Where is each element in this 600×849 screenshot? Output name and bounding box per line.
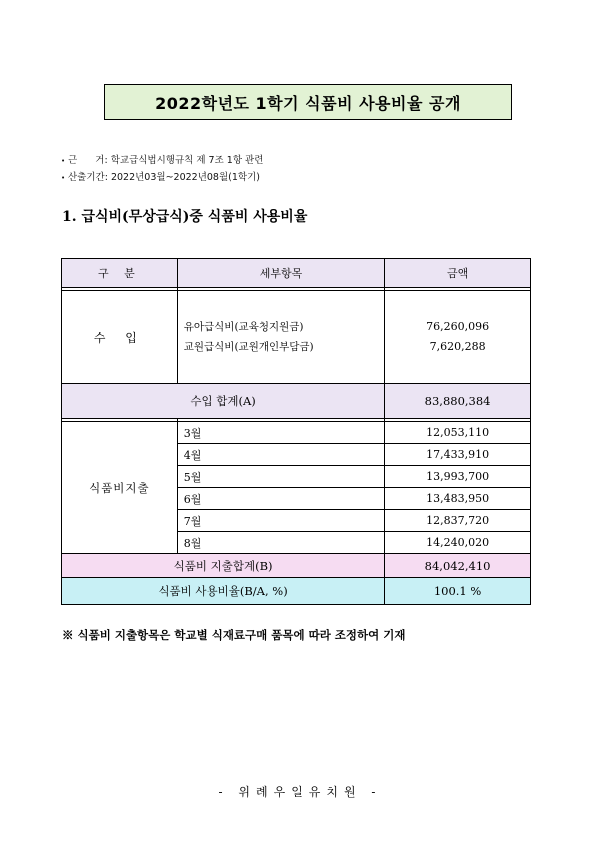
month-amount: 12,053,110 <box>385 422 531 444</box>
food-cost-table <box>61 258 531 605</box>
section-title: 1. 급식비(무상급식)중 식품비 사용비율 <box>62 209 308 225</box>
income-label: 수 입 <box>62 291 178 384</box>
month-amount: 14,240,020 <box>385 532 531 554</box>
period-label: 산출기간: <box>68 172 108 183</box>
expense-total-amount: 84,042,410 <box>385 554 531 578</box>
basis-line <box>61 152 263 166</box>
basis-value: 학교급식법시행규칙 제 7조 1항 관련 <box>110 155 264 166</box>
income-amounts <box>385 291 531 384</box>
expense-total-label: 식품비 지출합계(B) <box>62 554 385 578</box>
month-label: 6월 <box>177 488 384 510</box>
income-total-amount: 83,880,384 <box>385 384 531 419</box>
month-amount: 12,837,720 <box>385 510 531 532</box>
income-item-name: 유아급식비(교육청지원금) <box>183 321 304 333</box>
table-row <box>62 422 531 444</box>
ratio-row <box>62 578 531 605</box>
period-value: 2022년03월~2022년08월(1학기) <box>110 172 260 183</box>
bullet-icon: • <box>61 174 66 182</box>
month-label: 8월 <box>177 532 384 554</box>
expense-total-row <box>62 554 531 578</box>
ratio-label: 식품비 사용비율(B/A, %) <box>62 578 385 605</box>
header-amount: 금액 <box>385 259 531 288</box>
school-name-footer: - 위례우일유치원 - <box>218 785 382 799</box>
month-label: 5월 <box>177 466 384 488</box>
period-line <box>61 169 260 183</box>
ratio-value: 100.1 % <box>385 578 531 605</box>
bullet-icon: • <box>61 157 66 165</box>
income-items <box>177 291 384 384</box>
expense-label: 식품비지출 <box>62 422 178 554</box>
income-item-amount: 76,260,096 <box>426 320 490 333</box>
income-item-amount: 7,620,288 <box>429 340 486 353</box>
month-amount: 17,433,910 <box>385 444 531 466</box>
month-amount: 13,993,700 <box>385 466 531 488</box>
page-title: 2022학년도 1학기 식품비 사용비율 공개 <box>104 84 512 120</box>
income-item-name: 교원급식비(교원개인부담금) <box>183 341 314 353</box>
footnote: ※ 식품비 지출항목은 학교별 식재료구매 품목에 따라 조정하여 기재 <box>62 628 406 642</box>
header-category: 구 분 <box>62 259 178 288</box>
income-row <box>62 291 531 384</box>
month-amount: 13,483,950 <box>385 488 531 510</box>
header-detail: 세부항목 <box>177 259 384 288</box>
table-header-row <box>62 259 531 288</box>
income-total-row <box>62 384 531 419</box>
income-total-label: 수입 합계(A) <box>62 384 385 419</box>
month-label: 7월 <box>177 510 384 532</box>
basis-label: 근 거: <box>68 155 108 166</box>
month-label: 4월 <box>177 444 384 466</box>
month-label: 3월 <box>177 422 384 444</box>
